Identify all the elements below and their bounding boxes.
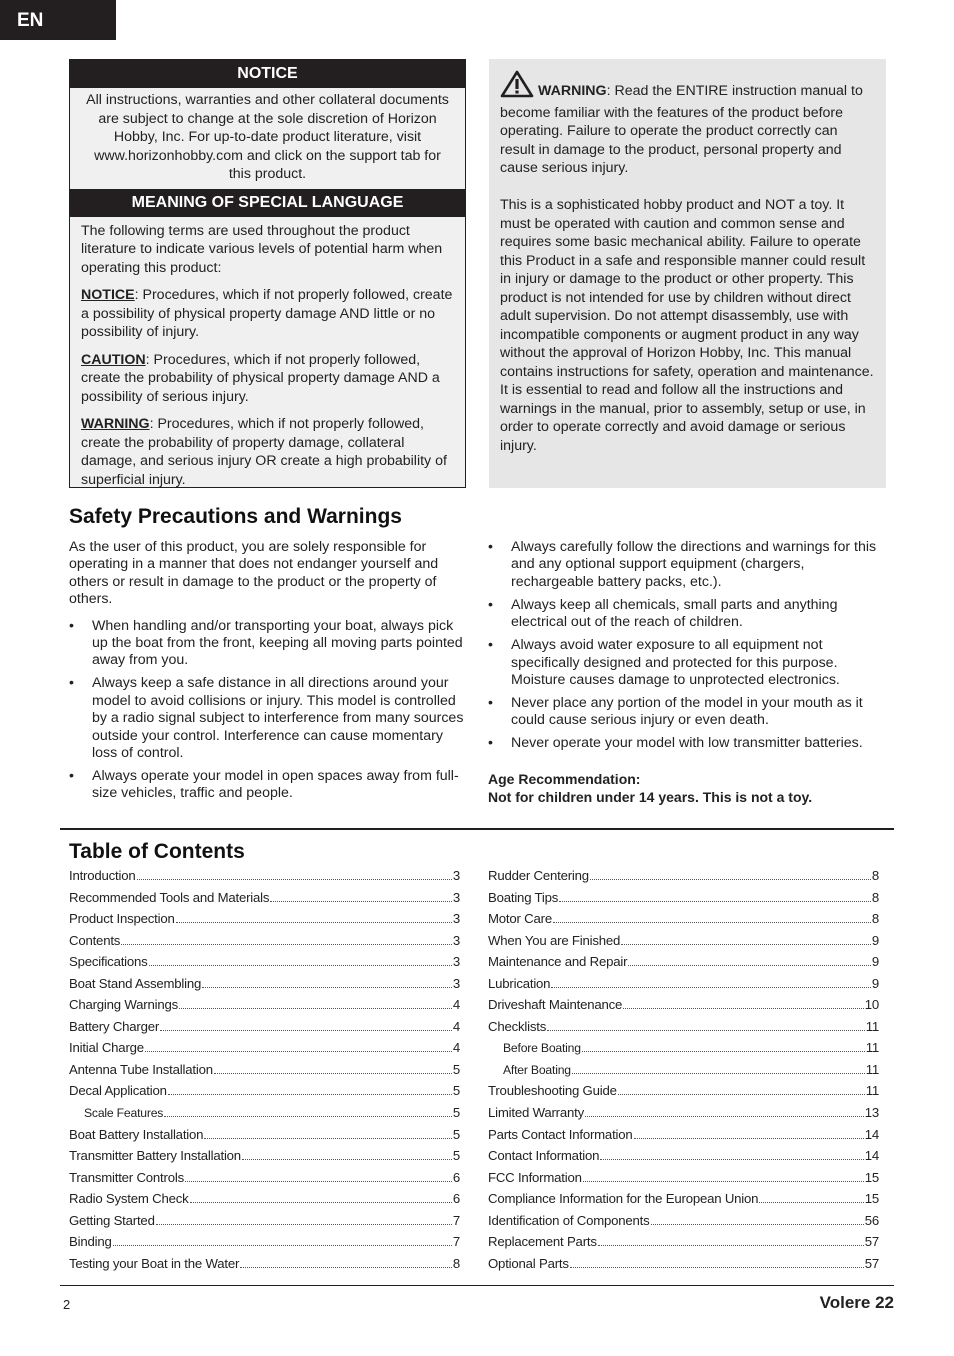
toc-entry[interactable] — [69, 976, 460, 998]
warning-box — [489, 59, 886, 488]
warning-term: WARNING — [538, 83, 607, 99]
list-item: • Always keep a safe distance in all directions around your model to avoid collisions or injury. This model is controlled by a radio signal subject to interference from many sources outside your control. Interference can cause momentary loss of control. — [69, 675, 467, 762]
age-text: Not for children under 14 years. This is not a toy. — [488, 788, 813, 805]
toc-entry-title: Rudder Centering — [488, 868, 589, 883]
toc-leader-dots — [598, 1245, 864, 1246]
toc-leader-dots — [582, 1051, 865, 1052]
term-label: NOTICE — [81, 287, 135, 304]
toc-leader-dots — [547, 1030, 865, 1031]
toc-entry-page: 5 — [452, 1105, 460, 1121]
toc-entry-page: 8 — [871, 911, 879, 927]
safety-bullets-left — [69, 618, 467, 803]
toc-leader-dots — [590, 879, 871, 880]
toc-leader-dots — [113, 1245, 452, 1246]
toc-entry[interactable] — [488, 1191, 879, 1213]
toc-entry-page: 9 — [871, 975, 879, 991]
toc-entry-page: 8 — [452, 1255, 460, 1271]
toc-entry[interactable] — [488, 911, 879, 933]
toc-entry[interactable] — [69, 1234, 460, 1256]
toc-left-column — [69, 868, 460, 1277]
toc-entry[interactable] — [488, 1019, 879, 1041]
toc-entry-page: 3 — [452, 868, 460, 883]
toc-leader-dots — [121, 944, 452, 945]
toc-entry-page: 8 — [871, 868, 879, 883]
toc-entry[interactable] — [488, 1256, 879, 1278]
toc-leader-dots — [164, 1116, 452, 1117]
toc-entry-page: 15 — [864, 1169, 879, 1185]
toc-entry-title: Contents — [69, 932, 121, 948]
toc-leader-dots — [137, 879, 452, 880]
toc-leader-dots — [551, 987, 871, 988]
term-label: CAUTION — [81, 351, 146, 368]
toc-leader-dots — [553, 922, 871, 923]
toc-entry-title: When You are Finished — [488, 932, 621, 948]
list-item: • Always carefully follow the directions and warnings for this and any optional support equipment (chargers, rechargeable battery packs, etc.). — [488, 539, 886, 591]
toc-entry-page: 11 — [865, 1040, 879, 1056]
toc-entry[interactable] — [488, 890, 879, 912]
toc-entry-title: Troubleshooting Guide — [488, 1083, 617, 1099]
toc-entry-page: 5 — [452, 1148, 460, 1164]
toc-entry-title: Replacement Parts — [488, 1234, 597, 1250]
toc-entry-page: 14 — [864, 1148, 879, 1164]
term-text: : Procedures, which if not properly followed, create the probability of physical property damage AND a possibility of serious injury. — [81, 351, 440, 405]
toc-entry-title: Binding — [69, 1234, 112, 1250]
toc-leader-dots — [160, 1030, 452, 1031]
toc-entry-title: Driveshaft Maintenance — [488, 997, 623, 1013]
toc-entry-page: 9 — [871, 954, 879, 970]
term-warning — [81, 415, 455, 489]
toc-entry-title: Scale Features — [84, 1106, 164, 1121]
toc-leader-dots — [214, 1073, 452, 1074]
toc-entry-title: Boat Stand Assembling — [69, 975, 202, 991]
term-caution — [81, 351, 455, 407]
section-divider — [60, 828, 894, 830]
toc-entry-title: Introduction — [69, 868, 136, 883]
toc-entry-title: Charging Warnings — [69, 997, 178, 1013]
toc-leader-dots — [634, 1138, 864, 1139]
notice-text: All instructions, warranties and other collateral documents are subject to change at the sole discretion of Horizon Hobby, Inc. For up-to-date product literature, visit www.horizonhobby.com and click on the support tab for this product. — [86, 92, 449, 183]
toc-entry[interactable] — [488, 997, 879, 1019]
toc-entry-page: 4 — [452, 997, 460, 1013]
special-language-intro: The following terms are used throughout the product literature to indicate various levels of potential harm when operating this product: — [81, 222, 443, 276]
toc-entry[interactable] — [488, 1213, 879, 1235]
footer-divider — [60, 1285, 894, 1286]
toc-leader-dots — [572, 1073, 865, 1074]
toc-leader-dots — [240, 1267, 452, 1268]
toc-entry-page: 11 — [865, 1061, 879, 1077]
toc-entry[interactable] — [69, 911, 460, 933]
warning-triangle-icon — [500, 70, 534, 104]
toc-entry-title: After Boating — [503, 1062, 571, 1077]
toc-entry-title: Identification of Components — [488, 1212, 650, 1228]
safety-bullets-right — [488, 539, 886, 753]
toc-entry[interactable] — [488, 954, 879, 976]
toc-leader-dots — [759, 1202, 863, 1203]
toc-entry-title: Optional Parts — [488, 1255, 569, 1271]
toc-entry-title: Radio System Check — [69, 1191, 189, 1207]
toc-entry-page: 5 — [452, 1126, 460, 1142]
toc-entry-title: Getting Started — [69, 1212, 155, 1228]
toc-entry-page: 56 — [864, 1212, 879, 1228]
toc-entry[interactable] — [488, 868, 879, 890]
list-item: • Always avoid water exposure to all equipment not specifically designed and protected for this purpose. Moisture causes damage to unprotected electronics. — [488, 637, 886, 689]
list-item: • When handling and/or transporting your boat, always pick up the boat from the front, keeping all moving parts pointed away from you. — [69, 618, 467, 670]
toc-entry-title: Transmitter Controls — [69, 1169, 184, 1185]
toc-title: Table of Contents — [69, 840, 245, 863]
toc-entry-page: 6 — [452, 1191, 460, 1207]
safety-left-column — [69, 539, 467, 808]
list-item: • Never operate your model with low transmitter batteries. — [488, 735, 886, 752]
toc-entry[interactable] — [69, 954, 460, 976]
toc-entry[interactable] — [69, 868, 460, 890]
toc-entry[interactable] — [69, 1019, 460, 1041]
toc-entry-title: Testing your Boat in the Water — [69, 1255, 240, 1271]
toc-entry[interactable] — [488, 933, 879, 955]
toc-leader-dots — [185, 1181, 452, 1182]
toc-entry-title: Parts Contact Information — [488, 1126, 633, 1142]
toc-entry-title: Contact Information — [488, 1148, 600, 1164]
list-item: • Never place any portion of the model in your mouth as it could cause serious injury or even death. — [488, 695, 886, 730]
toc-leader-dots — [600, 1159, 863, 1160]
toc-entry[interactable] — [488, 1148, 879, 1170]
toc-leader-dots — [168, 1094, 452, 1095]
toc-entry-title: Boat Battery Installation — [69, 1126, 204, 1142]
toc-entry[interactable] — [69, 1213, 460, 1235]
toc-entry-page: 5 — [452, 1083, 460, 1099]
toc-entry-page: 14 — [864, 1126, 879, 1142]
toc-leader-dots — [585, 1116, 864, 1117]
toc-entry-page: 7 — [452, 1234, 460, 1250]
notice-box — [69, 59, 466, 488]
toc-leader-dots — [145, 1051, 452, 1052]
toc-entry-page: 3 — [452, 911, 460, 927]
age-title: Age Recommendation: — [488, 770, 641, 787]
toc-entry[interactable] — [488, 1127, 879, 1149]
age-recommendation — [488, 770, 886, 806]
toc-entry-page: 13 — [864, 1105, 879, 1121]
toc-entry[interactable] — [69, 1191, 460, 1213]
toc-leader-dots — [149, 965, 452, 966]
toc-leader-dots — [570, 1267, 864, 1268]
toc-entry-page: 8 — [871, 889, 879, 905]
toc-entry-page: 57 — [864, 1234, 879, 1250]
toc-entry-page: 3 — [452, 954, 460, 970]
toc-entry-title: Maintenance and Repair — [488, 954, 628, 970]
toc-entry[interactable] — [69, 933, 460, 955]
toc-entry[interactable] — [69, 1083, 460, 1105]
toc-entry-title: Boating Tips — [488, 889, 559, 905]
toc-entry-page: 11 — [865, 1083, 879, 1099]
toc-entry-title: Battery Charger — [69, 1018, 160, 1034]
toc-entry-page: 4 — [452, 1040, 460, 1056]
toc-entry[interactable] — [488, 1062, 879, 1084]
toc-entry-title: Motor Care — [488, 911, 552, 927]
page-number: 2 — [63, 1297, 71, 1312]
product-name: Volere 22 — [819, 1293, 894, 1312]
toc-entry[interactable] — [69, 890, 460, 912]
toc-entry[interactable] — [69, 1127, 460, 1149]
toc-entry-page: 3 — [452, 889, 460, 905]
special-language-heading: MEANING OF SPECIAL LANGUAGE — [70, 189, 465, 217]
toc-entry[interactable] — [69, 1062, 460, 1084]
list-item: • Always keep all chemicals, small parts and anything electrical out of the reach of children. — [488, 597, 886, 632]
toc-leader-dots — [623, 1008, 864, 1009]
warning-text: : Read the ENTIRE instruction manual to become familiar with the features of the product before operating. Failure to operate the product correctly can result in damage to the product, personal property and cause serious injury. — [500, 83, 863, 176]
toc-entry-page: 10 — [864, 997, 879, 1013]
toc-entry-page: 6 — [452, 1169, 460, 1185]
toc-leader-dots — [176, 922, 452, 923]
toc-leader-dots — [204, 1138, 452, 1139]
toc-entry[interactable] — [488, 1105, 879, 1127]
toc-entry[interactable] — [69, 1040, 460, 1062]
toc-entry-title: Recommended Tools and Materials — [69, 889, 270, 905]
warning-paragraph-2: This is a sophisticated hobby product and NOT a toy. It must be operated with caution and common sense and requires some basic mechanical ability. Failure to operate this Product in a safe and responsible manner could result in injury or damage to the product or other property. This product is not intended for use by children without direct adult supervision. Do not attempt disassembly, use with incompatible components or augment product in any way without the approval of Horizon Hobby, Inc. This manual contains instructions for safety, operation and maintenance. It is essential to read and follow all the instructions and warnings in the manual, prior to assembly, setup or use, in order to operate correctly and avoid damage or serious injury. — [500, 197, 874, 454]
toc-leader-dots — [618, 1094, 865, 1095]
toc-entry-title: Checklists — [488, 1018, 547, 1034]
safety-intro: As the user of this product, you are solely responsible for operating in a manner that does not endanger yourself and others or result in damage to the product or the property of others. — [69, 539, 439, 608]
toc-entry-page: 4 — [452, 1018, 460, 1034]
toc-entry-title: Limited Warranty — [488, 1105, 584, 1121]
toc-entry-page: 5 — [452, 1061, 460, 1077]
term-text: : Procedures, which if not properly followed, create the probability of property damage, collateral damage, and serious injury OR create a high probability of superficial injury. — [81, 416, 447, 488]
warning-paragraph — [500, 70, 876, 178]
toc-leader-dots — [179, 1008, 452, 1009]
toc-entry-title: Product Inspection — [69, 911, 175, 927]
term-notice — [81, 286, 455, 342]
toc-leader-dots — [156, 1224, 452, 1225]
toc-entry-title: Decal Application — [69, 1083, 167, 1099]
toc-entry[interactable] — [488, 1170, 879, 1192]
safety-title: Safety Precautions and Warnings — [69, 505, 402, 528]
toc-entry-page: 57 — [864, 1255, 879, 1271]
toc-entry[interactable] — [69, 1256, 460, 1278]
toc-entry-title: Lubrication — [488, 975, 551, 991]
language-tab: EN — [0, 0, 116, 40]
toc-entry-page: 3 — [452, 932, 460, 948]
term-text: : Procedures, which if not properly followed, create a possibility of physical property damage AND little or no possibility of injury. — [81, 287, 453, 341]
term-label: WARNING — [81, 416, 150, 433]
toc-entry[interactable] — [69, 1170, 460, 1192]
toc-entry[interactable] — [488, 1234, 879, 1256]
list-item: • Always operate your model in open spaces away from full-size vehicles, traffic and people. — [69, 768, 467, 803]
toc-leader-dots — [583, 1181, 864, 1182]
toc-entry[interactable] — [69, 1105, 460, 1127]
special-language-body — [70, 217, 465, 490]
toc-entry-title: Initial Charge — [69, 1040, 144, 1056]
toc-entry-title: Before Boating — [503, 1041, 581, 1056]
toc-leader-dots — [202, 987, 452, 988]
toc-leader-dots — [559, 901, 871, 902]
toc-entry-page: 3 — [452, 975, 460, 991]
toc-entry[interactable] — [69, 997, 460, 1019]
toc-leader-dots — [628, 965, 871, 966]
toc-leader-dots — [621, 944, 871, 945]
safety-right-column — [488, 539, 886, 806]
toc-leader-dots — [190, 1202, 452, 1203]
toc-right-column — [488, 868, 879, 1277]
toc-leader-dots — [242, 1159, 452, 1160]
toc-entry-page: 9 — [871, 932, 879, 948]
toc-leader-dots — [270, 901, 452, 902]
toc-entry-page: 15 — [864, 1191, 879, 1207]
toc-entry-title: Transmitter Battery Installation — [69, 1148, 241, 1164]
toc-entry-title: Compliance Information for the European Union — [488, 1191, 759, 1207]
notice-heading: NOTICE — [70, 60, 465, 88]
toc-entry-page: 7 — [452, 1212, 460, 1228]
toc-entry-title: FCC Information — [488, 1169, 582, 1185]
toc-entry[interactable] — [488, 976, 879, 998]
toc-entry-title: Antenna Tube Installation — [69, 1061, 213, 1077]
toc-entry-page: 11 — [865, 1018, 879, 1034]
toc-entry-title: Specifications — [69, 954, 148, 970]
toc-entry[interactable] — [488, 1040, 879, 1062]
toc-leader-dots — [651, 1224, 864, 1225]
toc-entry[interactable] — [69, 1148, 460, 1170]
toc-entry[interactable] — [488, 1083, 879, 1105]
